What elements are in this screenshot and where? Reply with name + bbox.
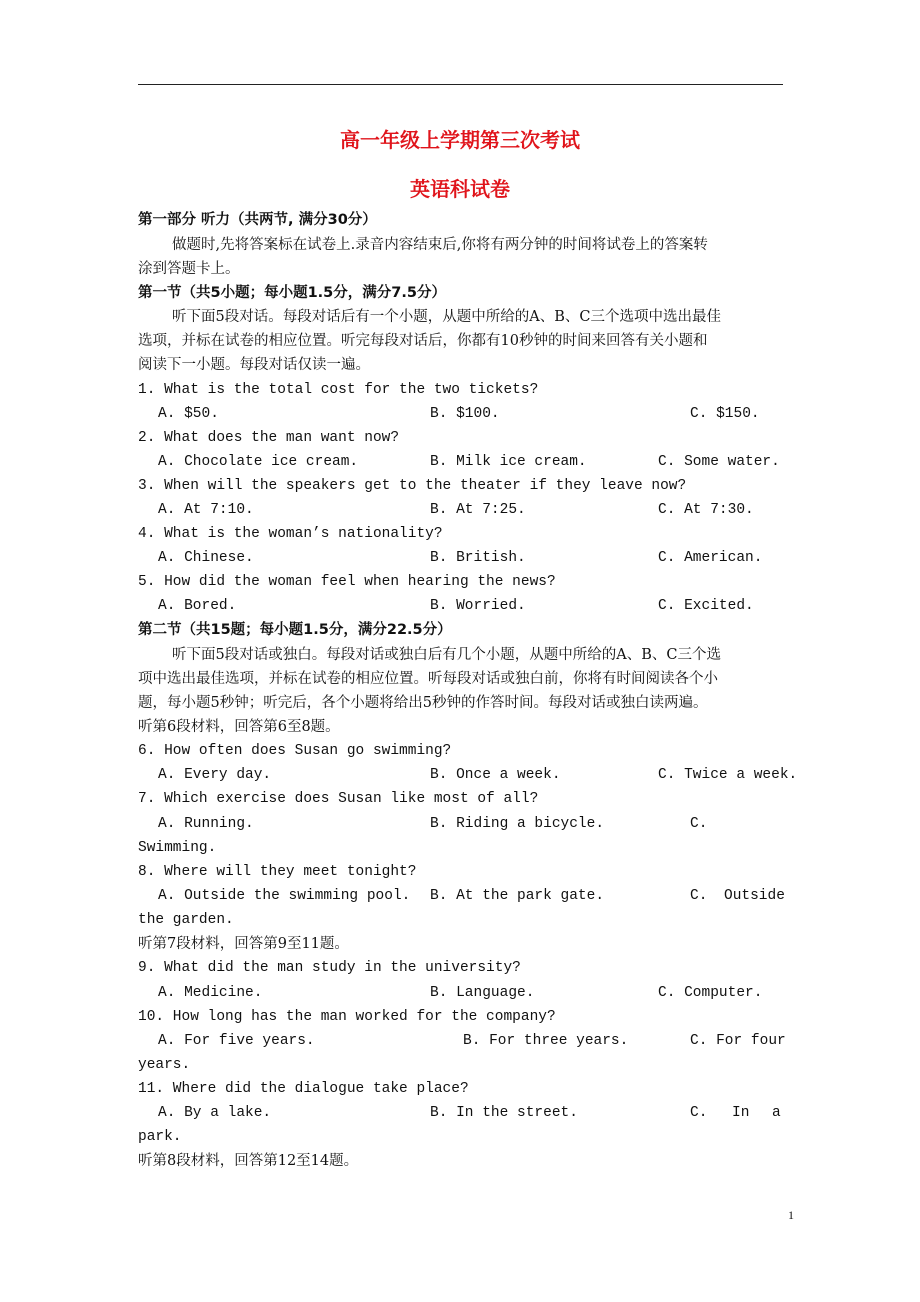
option-a: A. Bored. bbox=[158, 598, 237, 614]
option-c: C. At 7:30. bbox=[658, 502, 754, 518]
option-b: B. British. bbox=[430, 550, 526, 566]
part1-instruction: 涂到答题卡上。 bbox=[138, 261, 240, 277]
section1-heading: 第一节（共5小题；每小题1.5分，满分7.5分） bbox=[138, 285, 446, 301]
material-heading: 听第6段材料，回答第6至8题。 bbox=[138, 719, 340, 735]
exam-subtitle: 英语科试卷 bbox=[410, 177, 510, 201]
option-a: A. By a lake. bbox=[158, 1105, 272, 1121]
question-text: 7. Which exercise does Susan like most of all? bbox=[138, 791, 539, 807]
question-text: 1. What is the total cost for the two tickets? bbox=[138, 382, 539, 398]
question-text: 10. How long has the man worked for the company? bbox=[138, 1009, 556, 1025]
part1-heading: 第一部分 听力（共两节, 满分30分） bbox=[138, 212, 377, 228]
option-c-text: a bbox=[772, 1105, 781, 1121]
option-c: C. $150. bbox=[690, 406, 760, 422]
option-b: B. At the park gate. bbox=[430, 888, 605, 904]
material-heading: 听第8段材料，回答第12至14题。 bbox=[138, 1153, 359, 1169]
section2-heading: 第二节（共15题；每小题1.5分，满分22.5分） bbox=[138, 622, 452, 638]
option-a: A. Chocolate ice cream. bbox=[158, 454, 359, 470]
option-c: C. bbox=[690, 816, 708, 832]
option-c: C. bbox=[690, 1105, 708, 1121]
option-c-continued: years. bbox=[138, 1057, 191, 1073]
question-text: 5. How did the woman feel when hearing the news? bbox=[138, 574, 556, 590]
option-b: B. For three years. bbox=[463, 1033, 629, 1049]
section1-instruction: 阅读下一小题。每段对话仅读一遍。 bbox=[138, 357, 370, 373]
option-b: B. Once a week. bbox=[430, 767, 561, 783]
section1-instruction: 选项，并标在试卷的相应位置。听完每段对话后，你都有10秒钟的时间来回答有关小题和 bbox=[138, 333, 708, 349]
option-a: A. Outside the swimming pool. bbox=[158, 888, 411, 904]
option-b: B. Riding a bicycle. bbox=[430, 816, 605, 832]
question-text: 6. How often does Susan go swimming? bbox=[138, 743, 452, 759]
question-text: 4. What is the woman’s nationality? bbox=[138, 526, 443, 542]
option-b: B. At 7:25. bbox=[430, 502, 526, 518]
option-c: C. bbox=[690, 888, 708, 904]
option-a: A. For five years. bbox=[158, 1033, 315, 1049]
option-c: C. American. bbox=[658, 550, 763, 566]
option-a: A. $50. bbox=[158, 406, 219, 422]
material-heading: 听第7段材料，回答第9至11题。 bbox=[138, 936, 349, 952]
option-a: A. At 7:10. bbox=[158, 502, 254, 518]
option-b: B. Worried. bbox=[430, 598, 526, 614]
question-text: 9. What did the man study in the university? bbox=[138, 960, 521, 976]
option-b: B. $100. bbox=[430, 406, 500, 422]
section2-instruction: 听下面5段对话或独白。每段对话或独白后有几个小题，从题中所给的A、B、C三个选 bbox=[172, 647, 721, 663]
option-b: B. Language. bbox=[430, 985, 535, 1001]
option-b: B. Milk ice cream. bbox=[430, 454, 587, 470]
option-c: C. Some water. bbox=[658, 454, 780, 470]
option-c-text: In bbox=[732, 1105, 750, 1121]
option-c: C. For four bbox=[690, 1033, 786, 1049]
option-a: A. Every day. bbox=[158, 767, 272, 783]
option-c-continued: park. bbox=[138, 1129, 182, 1145]
option-a: A. Medicine. bbox=[158, 985, 263, 1001]
question-text: 8. Where will they meet tonight? bbox=[138, 864, 417, 880]
question-text: 11. Where did the dialogue take place? bbox=[138, 1081, 469, 1097]
header-rule bbox=[138, 84, 783, 85]
section1-instruction: 听下面5段对话。每段对话后有一个小题，从题中所给的A、B、C三个选项中选出最佳 bbox=[172, 309, 721, 325]
exam-title: 高一年级上学期第三次考试 bbox=[340, 128, 580, 152]
option-c-continued: the garden. bbox=[138, 912, 234, 928]
page-number: 1 bbox=[788, 1208, 794, 1222]
part1-instruction: 做题时,先将答案标在试卷上.录音内容结束后,你将有两分钟的时间将试卷上的答案转 bbox=[172, 237, 708, 253]
option-c-text: Outside bbox=[724, 888, 785, 904]
option-c: C. Excited. bbox=[658, 598, 754, 614]
option-a: A. Running. bbox=[158, 816, 254, 832]
option-a: A. Chinese. bbox=[158, 550, 254, 566]
option-c: C. Computer. bbox=[658, 985, 763, 1001]
question-text: 3. When will the speakers get to the theater if they leave now? bbox=[138, 478, 687, 494]
section2-instruction: 项中选出最佳选项，并标在试卷的相应位置。听每段对话或独白前，你将有时间阅读各个小 bbox=[138, 671, 718, 687]
question-text: 2. What does the man want now? bbox=[138, 430, 400, 446]
option-b: B. In the street. bbox=[430, 1105, 578, 1121]
option-c-continued: Swimming. bbox=[138, 840, 217, 856]
section2-instruction: 题，每小题5秒钟；听完后，各个小题将给出5秒钟的作答时间。每段对话或独白读两遍。 bbox=[138, 695, 708, 711]
option-c: C. Twice a week. bbox=[658, 767, 798, 783]
